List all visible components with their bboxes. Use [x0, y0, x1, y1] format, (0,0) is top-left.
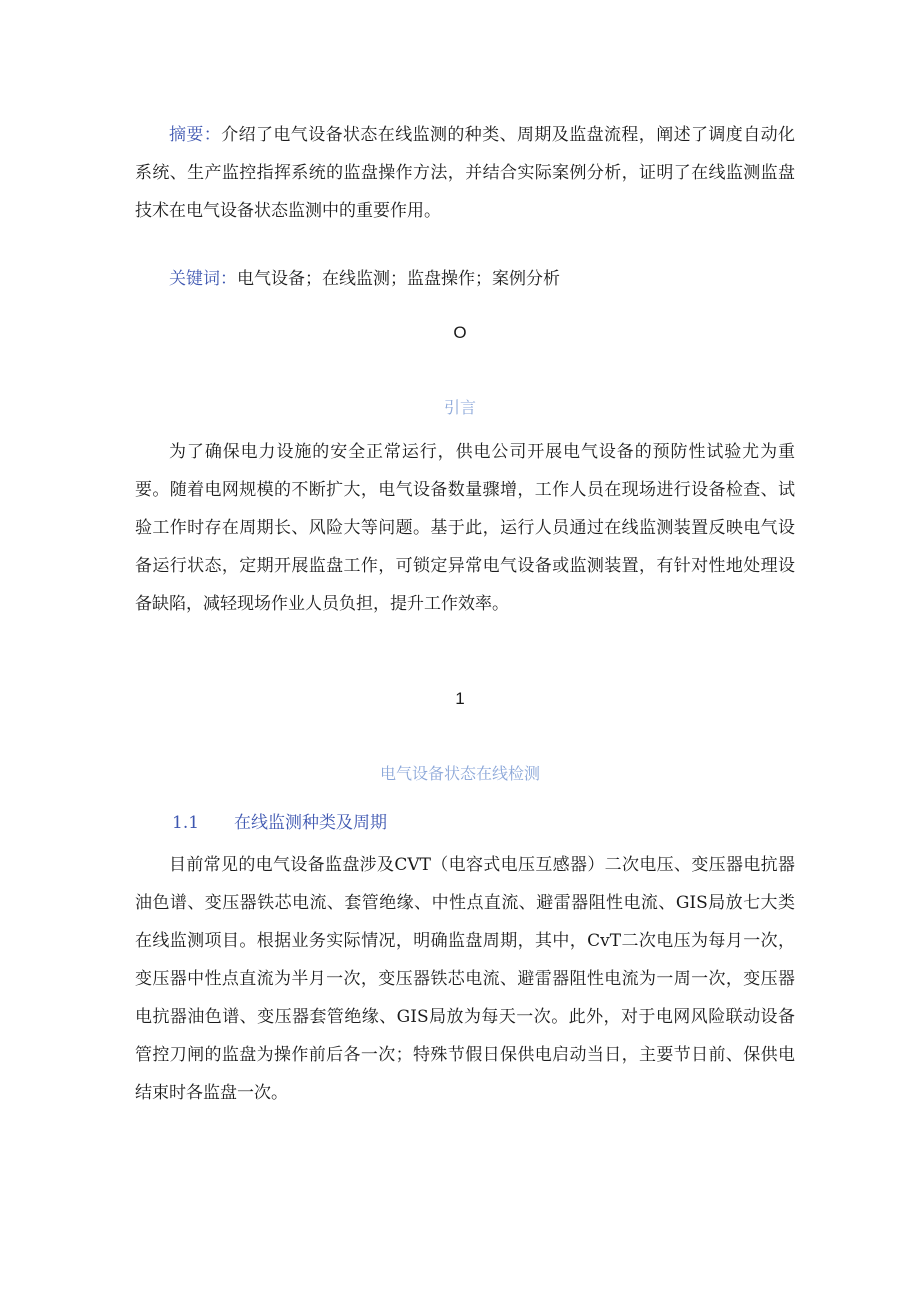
subsection-1-1-heading: [172, 808, 387, 833]
abstract-label: 摘要：: [169, 125, 222, 145]
subsection-1-1-title: 在线监测种类及周期: [234, 813, 387, 833]
abstract-text: 介绍了电气设备状态在线监测的种类、周期及监盘流程，阐述了调度自动化系统、生产监控指挥系统的监盘操作方法，并结合实际案例分析，证明了在线监测监盘技术在电气设备状态监测中的重要作用。: [135, 125, 796, 221]
subsection-1-1-number: 1.1: [172, 813, 200, 833]
keywords-paragraph: [135, 260, 795, 298]
section-1-title: 电气设备状态在线检测: [379, 764, 540, 783]
keywords-label: 关键词：: [169, 269, 237, 289]
abstract-paragraph: [135, 116, 795, 230]
section-1-marker: 1: [455, 689, 465, 708]
introduction-paragraph: 为了确保电力设施的安全正常运行，供电公司开展电气设备的预防性试验尤为重要。随着电网规模的不断扩大，电气设备数量骤增，工作人员在现场进行设备检查、试验工作时存在周期长、风险大等问题。基于此，运行人员通过在线监测装置反映电气设备运行状态，定期开展监盘工作，可锁定异常电气设备或监测装置，有针对性地处理设备缺陷，减轻现场作业人员负担，提升工作效率。: [135, 442, 795, 614]
subsection-1-1-paragraph: 目前常见的电气设备监盘涉及CVT（电容式电压互感器）二次电压、变压器电抗器油色谱、变压器铁芯电流、套管绝缘、中性点直流、避雷器阻性电流、GIS局放七大类在线监测项目。根据业务实际情况，明确监盘周期，其中，CvT二次电压为每月一次，变压器中性点直流为半月一次，变压器铁芯电流、避雷器阻性电流为一周一次，变压器电抗器油色谱、变压器套管绝缘、GIS局放为每天一次。此外，对于电网风险联动设备管控刀闸的监盘为操作前后各一次；特殊节假日保供电启动当日，主要节日前、保供电结束时各监盘一次。: [135, 855, 795, 1103]
section-0-title: 引言: [443, 398, 476, 417]
section-0-marker: O: [453, 323, 467, 342]
keywords-text: 电气设备；在线监测；监盘操作；案例分析: [237, 269, 560, 289]
